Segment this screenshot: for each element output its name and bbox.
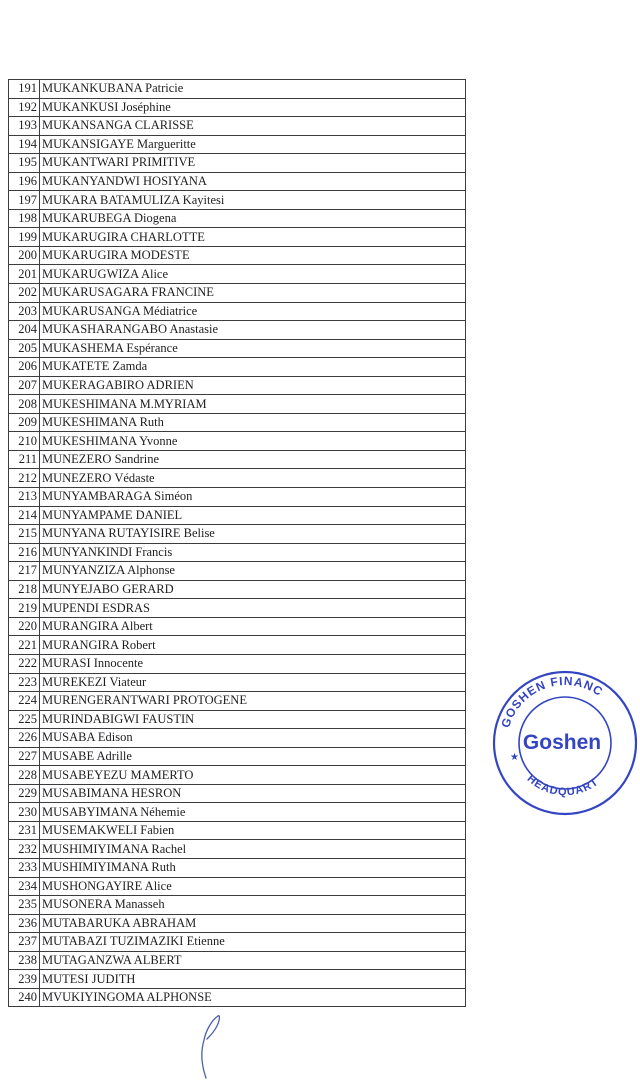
row-number: 235 — [9, 896, 40, 915]
member-name: MUSHONGAYIRE Alice — [40, 877, 466, 896]
table-row — [9, 135, 466, 154]
table-row — [9, 432, 466, 451]
roster-body — [9, 80, 466, 1007]
member-name: MUKESHIMANA Ruth — [40, 413, 466, 432]
row-number: 225 — [9, 710, 40, 729]
row-number: 203 — [9, 302, 40, 321]
table-row — [9, 877, 466, 896]
table-row — [9, 525, 466, 544]
table-row — [9, 933, 466, 952]
member-name: MUKANKUSI Joséphine — [40, 98, 466, 117]
table-row — [9, 617, 466, 636]
table-row — [9, 302, 466, 321]
member-name: MUKARUGIRA MODESTE — [40, 246, 466, 265]
table-row — [9, 636, 466, 655]
member-name: MUSABA Edison — [40, 729, 466, 748]
row-number: 229 — [9, 784, 40, 803]
member-name: MUSABIMANA HESRON — [40, 784, 466, 803]
member-name: MUSHIMIYIMANA Rachel — [40, 840, 466, 859]
row-number: 232 — [9, 840, 40, 859]
row-number: 206 — [9, 358, 40, 377]
member-name: MUTABAZI TUZIMAZIKI Etienne — [40, 933, 466, 952]
row-number: 216 — [9, 543, 40, 562]
row-number: 239 — [9, 970, 40, 989]
row-number: 224 — [9, 692, 40, 711]
member-name: MUKANTWARI PRIMITIVE — [40, 154, 466, 173]
table-row — [9, 747, 466, 766]
table-row — [9, 914, 466, 933]
table-row — [9, 450, 466, 469]
member-name: MUPENDI ESDRAS — [40, 599, 466, 618]
row-number: 204 — [9, 321, 40, 340]
member-name: MUKANYANDWI HOSIYANA — [40, 172, 466, 191]
row-number: 231 — [9, 821, 40, 840]
table-row — [9, 321, 466, 340]
table-row — [9, 154, 466, 173]
row-number: 212 — [9, 469, 40, 488]
table-row — [9, 172, 466, 191]
member-name: MUKASHARANGABO Anastasie — [40, 321, 466, 340]
member-name: MUTABARUKA ABRAHAM — [40, 914, 466, 933]
row-number: 237 — [9, 933, 40, 952]
row-number: 210 — [9, 432, 40, 451]
table-row — [9, 358, 466, 377]
row-number: 194 — [9, 135, 40, 154]
table-row — [9, 951, 466, 970]
row-number: 199 — [9, 228, 40, 247]
table-row — [9, 246, 466, 265]
member-name: MUSHIMIYIMANA Ruth — [40, 858, 466, 877]
member-name: MURINDABIGWI FAUSTIN — [40, 710, 466, 729]
member-name: MUKARUGWIZA Alice — [40, 265, 466, 284]
row-number: 219 — [9, 599, 40, 618]
member-name: MUKASHEMA Espérance — [40, 339, 466, 358]
table-row — [9, 284, 466, 303]
table-row — [9, 80, 466, 99]
row-number: 207 — [9, 376, 40, 395]
member-name: MUNYANA RUTAYISIRE Belise — [40, 525, 466, 544]
member-name: MUKESHIMANA Yvonne — [40, 432, 466, 451]
table-row — [9, 191, 466, 210]
member-name: MUNEZERO Sandrine — [40, 450, 466, 469]
member-name: MUNEZERO Védaste — [40, 469, 466, 488]
row-number: 195 — [9, 154, 40, 173]
row-number: 227 — [9, 747, 40, 766]
table-row — [9, 543, 466, 562]
table-row — [9, 117, 466, 136]
row-number: 223 — [9, 673, 40, 692]
row-number: 218 — [9, 580, 40, 599]
member-name: MUNYANKINDI Francis — [40, 543, 466, 562]
member-name: MUSEMAKWELI Fabien — [40, 821, 466, 840]
member-name: MUNYAMBARAGA Siméon — [40, 488, 466, 507]
member-name: MUKARUGIRA CHARLOTTE — [40, 228, 466, 247]
member-name: MUNYANZIZA Alphonse — [40, 562, 466, 581]
row-number: 214 — [9, 506, 40, 525]
table-row — [9, 413, 466, 432]
roster-table — [8, 79, 466, 1007]
row-number: 211 — [9, 450, 40, 469]
member-name: MUSABYIMANA Néhemie — [40, 803, 466, 822]
svg-text:HEADQUART — [525, 773, 601, 799]
stamp-top-text: GOSHEN FINANC — [498, 673, 606, 730]
member-name: MUKARUSANGA Médiatrice — [40, 302, 466, 321]
member-name: MUKANSANGA CLARISSE — [40, 117, 466, 136]
row-number: 226 — [9, 729, 40, 748]
table-row — [9, 766, 466, 785]
row-number: 238 — [9, 951, 40, 970]
row-number: 236 — [9, 914, 40, 933]
row-number: 197 — [9, 191, 40, 210]
table-row — [9, 988, 466, 1007]
table-row — [9, 896, 466, 915]
row-number: 213 — [9, 488, 40, 507]
row-number: 221 — [9, 636, 40, 655]
row-number: 196 — [9, 172, 40, 191]
handwritten-signature — [186, 1006, 236, 1080]
table-row — [9, 265, 466, 284]
table-row — [9, 784, 466, 803]
table-row — [9, 840, 466, 859]
table-row — [9, 692, 466, 711]
table-row — [9, 654, 466, 673]
row-number: 191 — [9, 80, 40, 99]
member-name: MUSABEYEZU MAMERTO — [40, 766, 466, 785]
table-row — [9, 970, 466, 989]
row-number: 230 — [9, 803, 40, 822]
member-name: MUKARUSAGARA FRANCINE — [40, 284, 466, 303]
row-number: 222 — [9, 654, 40, 673]
member-name: MUKARA BATAMULIZA Kayitesi — [40, 191, 466, 210]
member-name: MURENGERANTWARI PROTOGENE — [40, 692, 466, 711]
member-name: MVUKIYINGOMA ALPHONSE — [40, 988, 466, 1007]
member-name: MURASI Innocente — [40, 654, 466, 673]
row-number: 240 — [9, 988, 40, 1007]
row-number: 198 — [9, 209, 40, 228]
table-row — [9, 209, 466, 228]
row-number: 217 — [9, 562, 40, 581]
stamp-star-icon: ★ — [510, 752, 519, 763]
row-number: 193 — [9, 117, 40, 136]
table-row — [9, 395, 466, 414]
row-number: 208 — [9, 395, 40, 414]
table-row — [9, 803, 466, 822]
table-row — [9, 729, 466, 748]
row-number: 234 — [9, 877, 40, 896]
member-name: MUKERAGABIRO ADRIEN — [40, 376, 466, 395]
member-name: MUKARUBEGA Diogena — [40, 209, 466, 228]
member-name: MUTAGANZWA ALBERT — [40, 951, 466, 970]
member-name: MUNYAMPAME DANIEL — [40, 506, 466, 525]
table-row — [9, 580, 466, 599]
row-number: 220 — [9, 617, 40, 636]
table-row — [9, 710, 466, 729]
table-row — [9, 339, 466, 358]
company-stamp — [490, 668, 640, 818]
table-row — [9, 858, 466, 877]
table-row — [9, 599, 466, 618]
row-number: 233 — [9, 858, 40, 877]
table-row — [9, 562, 466, 581]
row-number: 200 — [9, 246, 40, 265]
row-number: 192 — [9, 98, 40, 117]
member-name: MURANGIRA Robert — [40, 636, 466, 655]
member-name: MUKANSIGAYE Margueritte — [40, 135, 466, 154]
row-number: 201 — [9, 265, 40, 284]
stamp-bottom-text: HEADQUART — [524, 772, 602, 799]
member-name: MUKATETE Zamda — [40, 358, 466, 377]
member-name: MURANGIRA Albert — [40, 617, 466, 636]
table-row — [9, 821, 466, 840]
table-row — [9, 469, 466, 488]
table-row — [9, 506, 466, 525]
member-name: MUREKEZI Viateur — [40, 673, 466, 692]
member-name: MUKESHIMANA M.MYRIAM — [40, 395, 466, 414]
member-name: MUNYEJABO GERARD — [40, 580, 466, 599]
member-name: MUTESI JUDITH — [40, 970, 466, 989]
stamp-center-text: Goshen — [522, 731, 602, 754]
table-row — [9, 673, 466, 692]
member-name: MUKANKUBANA Patricie — [40, 80, 466, 99]
row-number: 215 — [9, 525, 40, 544]
table-row — [9, 98, 466, 117]
table-row — [9, 228, 466, 247]
row-number: 228 — [9, 766, 40, 785]
row-number: 202 — [9, 284, 40, 303]
svg-text:GOSHEN FINANC — [498, 674, 606, 730]
row-number: 205 — [9, 339, 40, 358]
table-row — [9, 376, 466, 395]
row-number: 209 — [9, 413, 40, 432]
table-row — [9, 488, 466, 507]
member-name: MUSABE Adrille — [40, 747, 466, 766]
member-name: MUSONERA Manasseh — [40, 896, 466, 915]
